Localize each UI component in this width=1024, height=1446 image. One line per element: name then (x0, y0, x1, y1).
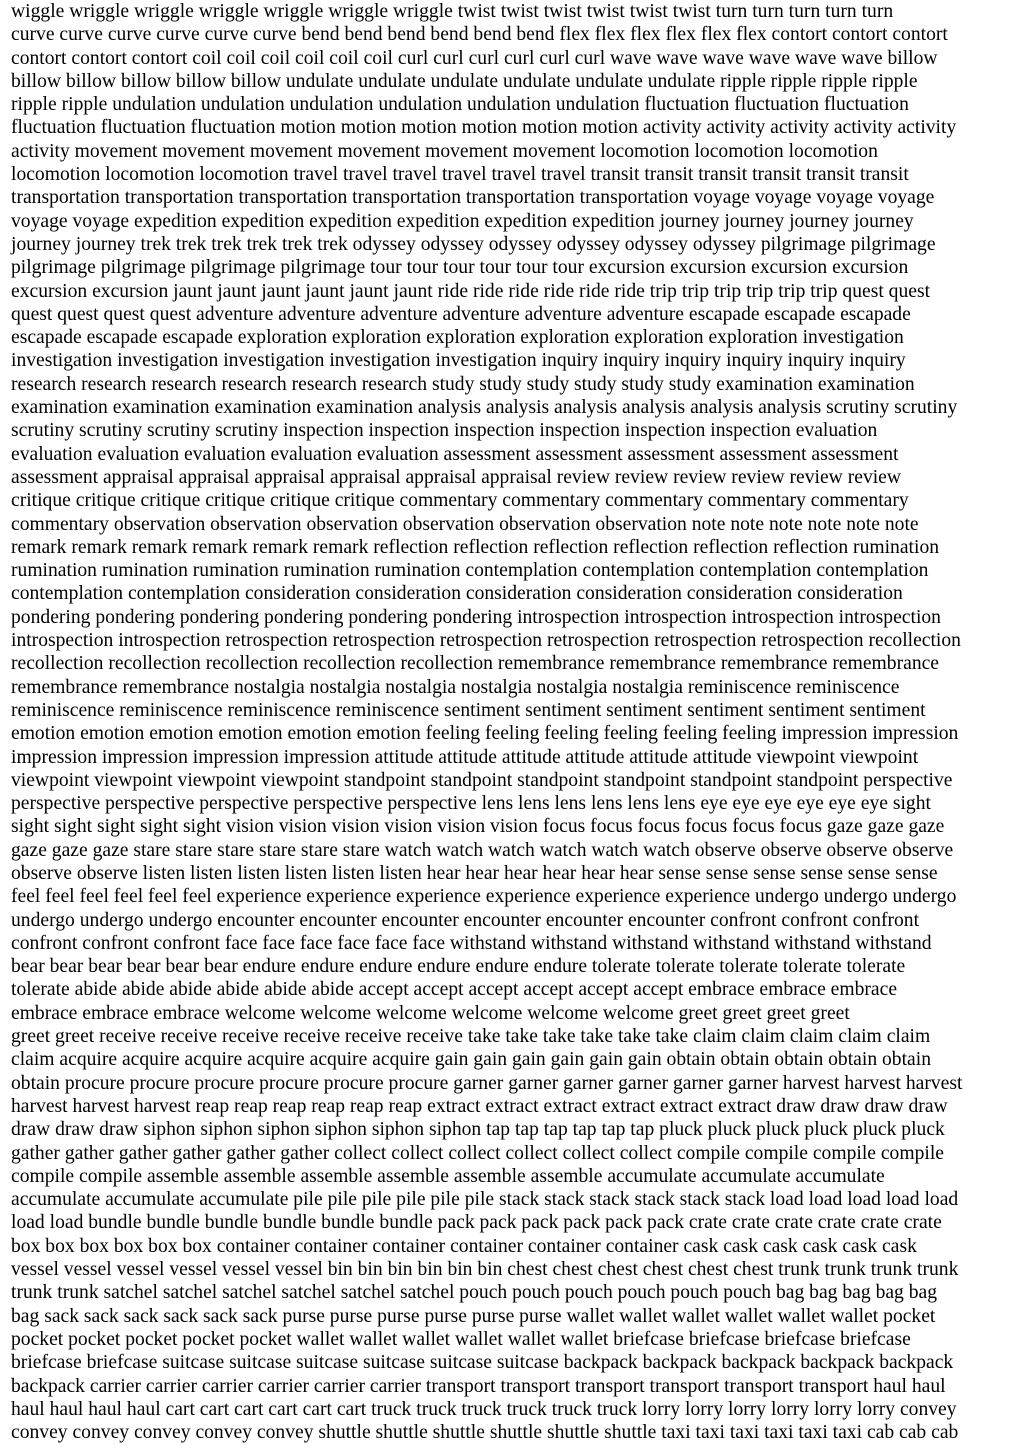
text-line: observe observe listen listen listen listen listen listen hear hear hear hear hear hear sense sense sense sense sense sense (11, 862, 938, 884)
text-line: remembrance remembrance nostalgia nostalgia nostalgia nostalgia nostalgia nostalgia reminiscence reminiscence (11, 676, 900, 698)
text-line: transportation transportation transportation transportation transportation transportation voyage voyage voyage voyage (11, 187, 935, 209)
text-line: harvest harvest harvest reap reap reap reap reap reap extract extract extract extract extract extract draw draw draw draw (11, 1095, 948, 1117)
text-line: backpack carrier carrier carrier carrier carrier carrier transport transport transport transport transport transport haul haul (11, 1375, 946, 1397)
text-line: load load bundle bundle bundle bundle bundle bundle pack pack pack pack pack pack crate crate crate crate crate crate (11, 1212, 942, 1234)
text-line: viewpoint viewpoint viewpoint viewpoint standpoint standpoint standpoint standpoint standpoint standpoint perspective (11, 769, 953, 791)
text-line: vessel vessel vessel vessel vessel vessel bin bin bin bin bin bin chest chest chest chest chest chest trunk trunk trunk trunk (11, 1259, 959, 1281)
text-line: reminiscence reminiscence reminiscence reminiscence sentiment sentiment sentiment sentiment sentiment sentiment (11, 699, 926, 721)
text-line: commentary observation observation observation observation observation observation note note note note note note (11, 513, 919, 535)
text-line: perspective perspective perspective perspective perspective lens lens lens lens lens lens eye eye eye eye eye eye sight (11, 793, 931, 815)
text-line: ripple ripple undulation undulation undulation undulation undulation undulation fluctuation fluctuation fluctuation (11, 94, 909, 116)
text-line: pocket pocket pocket pocket pocket wallet wallet wallet wallet wallet wallet briefcase briefcase briefcase briefcase (11, 1328, 911, 1350)
text-line: billow billow billow billow billow undulate undulate undulate undulate undulate undulate ripple ripple ripple ripple (11, 70, 918, 92)
text-line: rumination rumination rumination rumination rumination contemplation contemplation contemplation contemplation (11, 560, 929, 582)
text-line: remark remark remark remark remark remark reflection reflection reflection reflection reflection reflection rumination (11, 536, 940, 558)
text-line: critique critique critique critique critique critique commentary commentary commentary commentary commentary (11, 490, 909, 512)
text-line: accumulate accumulate accumulate pile pile pile pile pile pile stack stack stack stack stack stack load load load load load (11, 1189, 959, 1211)
text-line: investigation investigation investigation investigation investigation inquiry inquiry inquiry inquiry inquiry inquiry (11, 350, 906, 372)
text-line: introspection introspection retrospection retrospection retrospection retrospection retrospection retrospection recollection (11, 630, 961, 652)
text-line: obtain procure procure procure procure procure procure garner garner garner garner garner garner harvest harvest harvest (11, 1072, 963, 1094)
text-line: embrace embrace embrace welcome welcome welcome welcome welcome welcome greet greet greet greet (11, 1002, 850, 1024)
text-line: recollection recollection recollection recollection recollection remembrance remembrance remembrance remembrance (11, 653, 940, 675)
text-line: journey journey trek trek trek trek trek trek odyssey odyssey odyssey odyssey odyssey odyssey pilgrimage pilgrimage (11, 233, 936, 255)
text-line: scrutiny scrutiny scrutiny scrutiny inspection inspection inspection inspection inspection inspection evaluation (11, 420, 878, 442)
text-line: escapade escapade escapade exploration exploration exploration exploration exploration exploration investigation (11, 327, 904, 349)
text-line: gather gather gather gather gather gather collect collect collect collect collect collect compile compile compile compile (11, 1142, 944, 1164)
text-line: fluctuation fluctuation fluctuation motion motion motion motion motion motion activity activity activity activity activity (11, 117, 957, 139)
text-line: emotion emotion emotion emotion emotion emotion feeling feeling feeling feeling feeling feeling impression impression (11, 723, 959, 745)
text-line: locomotion locomotion locomotion travel travel travel travel travel travel transit transit transit transit transit transit (11, 164, 909, 186)
text-line: wiggle wriggle wriggle wriggle wriggle wriggle wriggle twist twist twist twist twist twist turn turn turn turn turn (11, 1, 894, 22)
text-line: contemplation contemplation consideration consideration consideration consideration consideration consideration (11, 583, 903, 605)
text-line: confront confront confront face face face face face face withstand withstand withstand withstand withstand withstand (11, 932, 932, 954)
text-line: sight sight sight sight sight vision vision vision vision vision vision focus focus focus focus focus focus gaze gaze gaze (11, 816, 945, 838)
text-line: box box box box box box container container container container container container cask cask cask cask cask cask (11, 1235, 917, 1257)
text-line: draw draw draw siphon siphon siphon siphon siphon siphon tap tap tap tap tap tap pluck pluck pluck pluck pluck pluck (11, 1119, 945, 1141)
text-line: compile compile assemble assemble assemble assemble assemble assemble accumulate accumulate accumulate (11, 1165, 885, 1187)
text-line: greet greet receive receive receive receive receive receive take take take take take take claim claim claim claim claim (11, 1026, 931, 1048)
text-line: bag sack sack sack sack sack sack purse purse purse purse purse purse wallet wallet wallet wallet wallet wallet pocket (11, 1305, 936, 1327)
text-line: examination examination examination examination analysis analysis analysis analysis analysis analysis scrutiny scrutiny (11, 397, 958, 419)
text-line: gaze gaze gaze stare stare stare stare stare stare watch watch watch watch watch watch observe observe observe observe (11, 839, 954, 861)
text-line: briefcase briefcase suitcase suitcase suitcase suitcase suitcase suitcase backpack backpack backpack backpack backpack (11, 1352, 954, 1374)
text-line: quest quest quest quest adventure adventure adventure adventure adventure adventure escapade escapade escapade (11, 303, 911, 325)
text-line: bear bear bear bear bear bear endure endure endure endure endure endure tolerate tolerate tolerate tolerate tolerate (11, 956, 906, 978)
text-line: pilgrimage pilgrimage pilgrimage pilgrimage tour tour tour tour tour tour excursion excursion excursion excursion (11, 257, 909, 279)
body-text (11, 0, 1014, 1444)
text-line: research research research research research research study study study study study study examination examination (11, 373, 915, 395)
text-line: contort contort contort coil coil coil coil coil coil curl curl curl curl curl curl wave wave wave wave wave wave billow (11, 47, 938, 69)
text-line: haul haul haul haul cart cart cart cart cart cart truck truck truck truck truck truck lorry lorry lorry lorry lorry lorry convey (11, 1398, 957, 1420)
text-line: assessment appraisal appraisal appraisal appraisal appraisal appraisal review review review review review review (11, 466, 902, 488)
text-line: undergo undergo undergo encounter encounter encounter encounter encounter encounter confront confront confront (11, 909, 920, 931)
text-line: tolerate abide abide abide abide abide abide accept accept accept accept accept accept embrace embrace embrace (11, 979, 898, 1001)
text-line: convey convey convey convey convey shuttle shuttle shuttle shuttle shuttle shuttle taxi taxi taxi taxi taxi taxi cab cab cab (11, 1422, 959, 1444)
text-line: trunk trunk satchel satchel satchel satchel satchel satchel pouch pouch pouch pouch pouch pouch bag bag bag bag bag (11, 1282, 938, 1304)
text-line: excursion excursion jaunt jaunt jaunt jaunt jaunt jaunt ride ride ride ride ride ride trip trip trip trip trip trip quest quest (11, 280, 931, 302)
text-line: curve curve curve curve curve curve bend bend bend bend bend bend flex flex flex flex flex flex contort contort contort (11, 24, 948, 46)
text-line: voyage voyage expedition expedition expedition expedition expedition expedition journey journey journey journey (11, 210, 914, 232)
text-line: pondering pondering pondering pondering pondering pondering introspection introspection introspection introspection (11, 606, 941, 628)
text-line: evaluation evaluation evaluation evaluation evaluation assessment assessment assessment assessment assessment (11, 443, 899, 465)
text-line: activity movement movement movement movement movement movement locomotion locomotion locomotion (11, 140, 878, 162)
text-line: impression impression impression impression attitude attitude attitude attitude attitude attitude viewpoint viewpoint (11, 746, 919, 768)
text-line: claim acquire acquire acquire acquire acquire acquire gain gain gain gain gain gain obtain obtain obtain obtain obtain (11, 1049, 931, 1071)
text-line: feel feel feel feel feel feel experience experience experience experience experience experience undergo undergo undergo (11, 886, 957, 908)
